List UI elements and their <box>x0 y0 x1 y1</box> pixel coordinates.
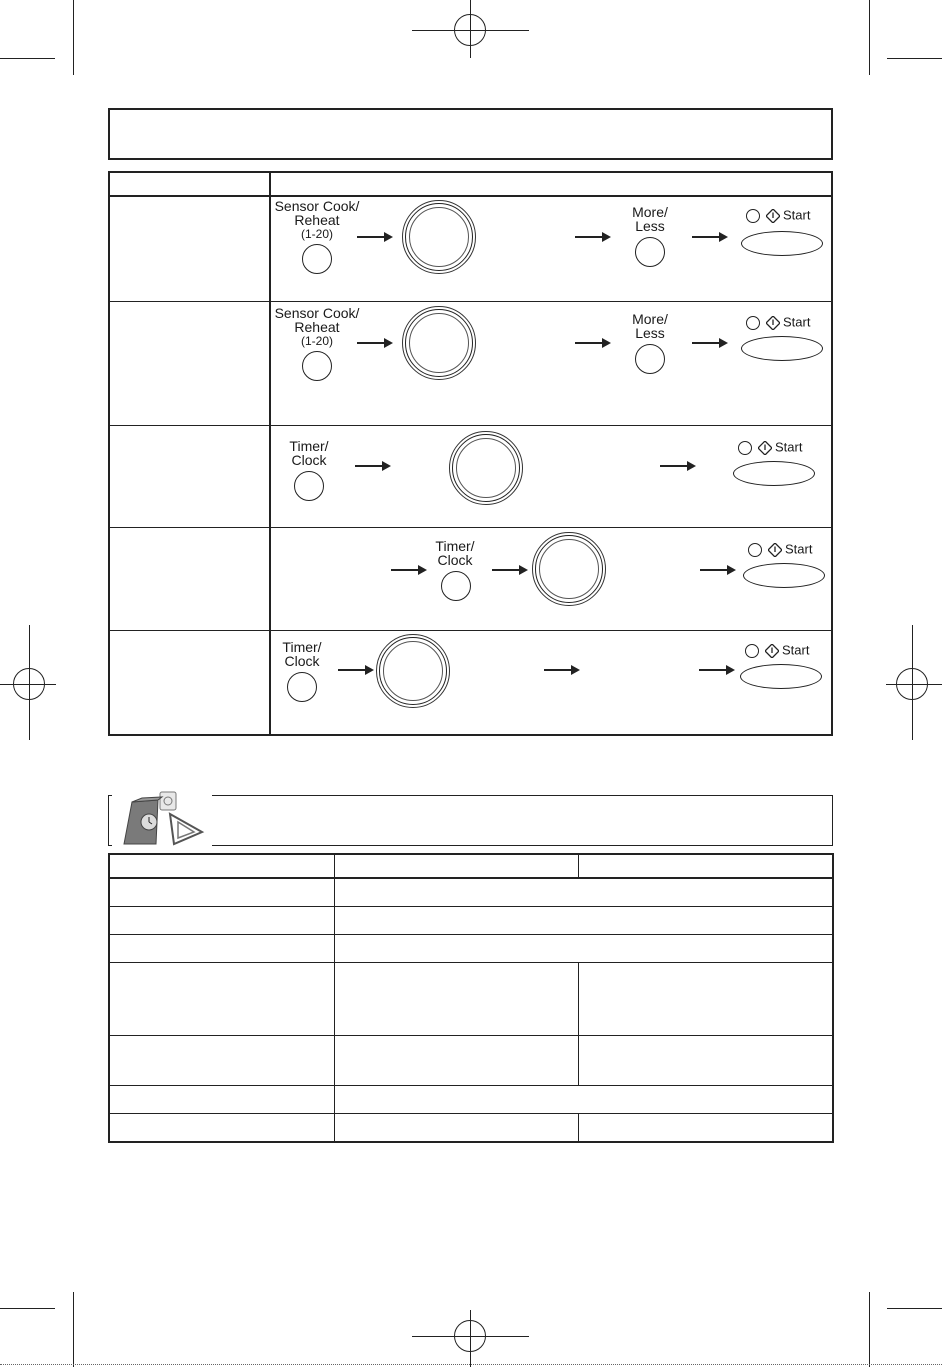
start-label: Start <box>746 208 810 223</box>
arrow-right-icon <box>575 338 611 348</box>
indicator-circle-icon <box>738 441 752 455</box>
start-label: Start <box>746 315 810 330</box>
sensor-cook-reheat-button[interactable] <box>302 351 332 381</box>
arrow-right-icon <box>357 338 393 348</box>
arrow-right-icon <box>692 338 728 348</box>
more-less-label: More/ Less <box>632 204 668 234</box>
dial-icon[interactable] <box>402 200 476 274</box>
timer-clock-button[interactable] <box>294 471 324 501</box>
section-2-title-box <box>108 795 833 846</box>
start-diamond-icon <box>758 441 772 455</box>
arrow-right-icon <box>544 665 580 675</box>
arrow-right-icon <box>355 461 391 471</box>
start-button[interactable] <box>741 231 823 256</box>
more-less-label: More/ Less <box>632 311 668 341</box>
dial-icon[interactable] <box>402 306 476 380</box>
start-diamond-icon <box>768 543 782 557</box>
timer-kitchen-tools-icon <box>112 788 212 850</box>
timer-clock-button[interactable] <box>287 672 317 702</box>
arrow-right-icon <box>575 232 611 242</box>
arrow-right-icon <box>492 565 528 575</box>
start-button[interactable] <box>741 336 823 361</box>
start-diamond-icon <box>766 209 780 223</box>
dial-icon[interactable] <box>532 532 606 606</box>
start-label: Start <box>738 440 802 455</box>
dial-icon[interactable] <box>376 634 450 708</box>
section-title-box <box>108 108 833 160</box>
indicator-circle-icon <box>746 316 760 330</box>
sensor-cook-reheat-label: Sensor Cook/ Reheat (1-20) <box>274 305 360 348</box>
start-label: Start <box>745 643 809 658</box>
indicator-circle-icon <box>745 644 759 658</box>
start-diamond-icon <box>765 644 779 658</box>
start-diamond-icon <box>766 316 780 330</box>
dial-icon[interactable] <box>449 431 523 505</box>
sensor-cook-reheat-button[interactable] <box>302 244 332 274</box>
sensor-cook-reheat-label: Sensor Cook/ Reheat (1-20) <box>274 198 360 241</box>
arrow-right-icon <box>700 565 736 575</box>
timer-clock-label: Timer/ Clock <box>289 438 329 468</box>
more-less-button[interactable] <box>635 344 665 374</box>
more-less-button[interactable] <box>635 237 665 267</box>
start-button[interactable] <box>733 461 815 486</box>
start-label: Start <box>748 542 812 557</box>
start-button[interactable] <box>743 563 825 588</box>
timer-clock-label: Timer/ Clock <box>435 538 475 568</box>
indicator-circle-icon <box>746 209 760 223</box>
arrow-right-icon <box>338 665 374 675</box>
arrow-right-icon <box>699 665 735 675</box>
arrow-right-icon <box>692 232 728 242</box>
indicator-circle-icon <box>748 543 762 557</box>
timer-clock-label: Timer/ Clock <box>282 639 322 669</box>
timer-clock-button[interactable] <box>441 571 471 601</box>
arrow-right-icon <box>357 232 393 242</box>
arrow-right-icon <box>660 461 696 471</box>
page-bottom-edge <box>0 1364 942 1365</box>
start-button[interactable] <box>740 664 822 689</box>
arrow-right-icon <box>391 565 427 575</box>
